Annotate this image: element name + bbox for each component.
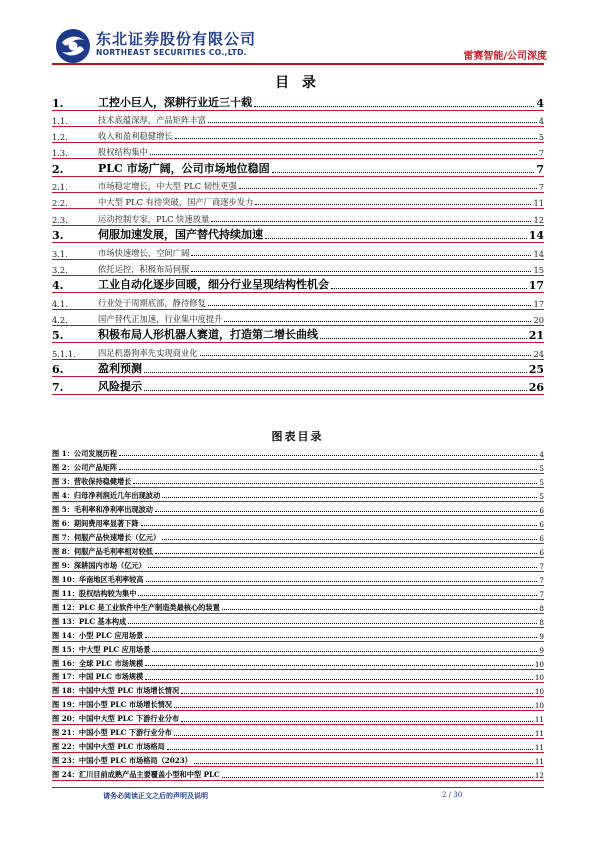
figure-entry[interactable] — [52, 642, 544, 656]
dot-leader — [329, 276, 529, 293]
toc-entry-number: 1. — [52, 96, 64, 110]
toc-entry[interactable] — [52, 143, 544, 159]
toc-entry[interactable] — [52, 293, 544, 309]
figure-entry-page: 6 — [539, 547, 544, 557]
figure-entry-title: 图 19：中国小型 PLC 市场增长情况 — [52, 700, 172, 710]
company-name-en: NORTHEAST SECURITIES CO.,LTD. — [96, 48, 247, 57]
dot-leader — [172, 697, 535, 710]
figure-entry-page: 11 — [534, 729, 544, 739]
toc-entry-page: 20 — [533, 314, 544, 325]
toc-entry-title: 收入和盈利稳健增长 — [98, 131, 173, 142]
figure-entry[interactable] — [52, 544, 544, 558]
figure-entry-title: 图 13：PLC 基本构成 — [52, 616, 127, 626]
dot-leader — [117, 460, 539, 473]
dot-leader — [189, 260, 533, 275]
figure-entry[interactable] — [52, 530, 544, 544]
dot-leader — [237, 177, 539, 192]
figure-entry[interactable] — [52, 446, 544, 460]
toc-entry-title: 盈利预测 — [98, 362, 142, 376]
toc-entry-number: 4.1. — [52, 298, 68, 309]
dot-leader — [192, 753, 535, 766]
toc-entry-title: 工业自动化逐步回暖，细分行业呈现结构性机会 — [98, 278, 329, 292]
dot-leader — [160, 488, 539, 501]
dot-leader — [136, 586, 539, 599]
toc-entry-page: 7 — [538, 182, 544, 193]
toc-entry-title: 国产替代正加速，行业集中度提升 — [98, 313, 223, 324]
toc-entry-title: 运动控制专家，PLC 快速放量 — [98, 213, 210, 224]
toc-entry[interactable] — [52, 111, 544, 127]
dot-leader — [117, 446, 539, 459]
dot-leader — [143, 670, 535, 683]
figure-entry-title: 图 6：期间费用率显著下降 — [52, 518, 139, 528]
toc-entry-page: 11 — [533, 198, 544, 209]
figure-entry-page: 7 — [539, 589, 544, 599]
figure-entry-title: 图 9：深耕国内市场（亿元） — [52, 560, 146, 570]
figure-entry[interactable] — [52, 572, 544, 586]
toc-entry-title: 工控小巨人，深耕行业近三十载 — [98, 95, 252, 109]
toc-entry-number: 2.3. — [52, 214, 68, 225]
toc-entry-number: 5.1.1. — [52, 348, 76, 359]
figure-entry[interactable] — [52, 586, 544, 600]
figure-entry-title: 图 24：汇川目前成熟产品主要覆盖小型和中型 PLC — [52, 770, 220, 780]
dot-leader — [179, 711, 535, 724]
figure-entry[interactable] — [52, 516, 544, 530]
toc-entry-number: 2.1. — [52, 182, 68, 193]
toc-entry-title: 伺服加速发展，国产替代持续加速 — [98, 228, 263, 242]
dot-leader — [153, 544, 539, 557]
figure-entry-page: 9 — [539, 645, 544, 655]
toc-entry-number: 1.2. — [52, 132, 68, 143]
header-divider — [52, 63, 544, 65]
dot-leader — [143, 656, 535, 669]
dot-leader — [220, 600, 540, 613]
toc-entry-page: 14 — [528, 229, 544, 243]
figure-entry[interactable] — [52, 656, 544, 670]
figure-entry[interactable] — [52, 460, 544, 474]
dot-leader — [209, 209, 533, 224]
toc-entry[interactable] — [52, 276, 544, 294]
toc-entry[interactable] — [52, 326, 544, 344]
figure-entry-title: 图 7：伺服产品快速增长（亿元） — [52, 532, 161, 542]
toc-entry[interactable] — [52, 209, 544, 225]
figure-entry-page: 7 — [539, 575, 544, 585]
figure-entry-title: 图 22：中国中大型 PLC 市场格局 — [52, 742, 165, 752]
toc-title: 目 录 — [275, 75, 320, 91]
figure-entry-title: 图 18：中国中大型 PLC 市场增长情况 — [52, 686, 180, 696]
toc-entry-title: 股权结构集中 — [98, 147, 148, 158]
dot-leader — [220, 767, 535, 780]
figure-entry[interactable] — [52, 614, 544, 628]
toc-entry-number: 2.2. — [52, 198, 68, 209]
toc-entry-number: 5. — [52, 329, 64, 343]
figure-entry-title: 图 11：股权结构较为集中 — [52, 588, 137, 598]
figure-entry-title: 图 16：全球 PLC 市场规模 — [52, 658, 144, 668]
page-header — [0, 0, 595, 66]
dot-leader — [318, 326, 529, 343]
dot-leader — [144, 572, 540, 585]
dot-leader — [160, 530, 539, 543]
figure-entry-page: 12 — [534, 771, 544, 781]
toc-entry-page: 17 — [533, 298, 544, 309]
dot-leader — [126, 614, 539, 627]
toc-entry-page: 14 — [533, 248, 544, 259]
figure-entry[interactable] — [52, 683, 544, 697]
toc-entry[interactable] — [52, 127, 544, 143]
dot-leader — [179, 683, 535, 696]
toc-entry-page: 5 — [538, 132, 544, 143]
figure-entry-page: 5 — [539, 477, 544, 487]
toc-entry-page: 17 — [528, 279, 544, 293]
figure-entry-title: 图 23：中国小型 PLC 市场格局（2023） — [52, 756, 192, 766]
toc-entry-title: 依托运控，积极布局伺服 — [98, 263, 190, 274]
figure-entry-page: 10 — [534, 673, 544, 683]
figure-entry-title: 图 4：归母净利润近几年出现波动 — [52, 490, 161, 500]
dot-leader — [270, 159, 537, 176]
footer-disclaimer: 请务必阅读正文之后的声明及说明 — [103, 791, 208, 800]
figure-entry-page: 5 — [539, 463, 544, 473]
figure-entry[interactable] — [52, 628, 544, 642]
figure-entry-page: 9 — [539, 631, 544, 641]
figure-entry-page: 11 — [534, 715, 544, 725]
toc-entry-number: 2. — [52, 162, 64, 176]
figure-entry-title: 图 12：PLC 是工业软件中生产制造类最核心的装置 — [52, 602, 220, 612]
figure-entry-page: 7 — [539, 561, 544, 571]
toc-entry-title: PLC 市场广阔，公司市场地位稳固 — [98, 161, 270, 175]
dot-leader — [142, 377, 529, 394]
figures-list-title: 图表目录 — [271, 430, 324, 443]
dot-leader — [143, 628, 539, 641]
figure-entry-title: 图 8：伺服产品毛利率相对较低 — [52, 546, 153, 556]
dot-leader — [253, 193, 533, 208]
toc-entry-page: 15 — [533, 264, 544, 275]
toc-entry-page: 21 — [528, 329, 544, 343]
figure-entry[interactable] — [52, 739, 544, 753]
toc-entry-title: 技术底蕴深厚，产品矩阵丰富 — [98, 114, 206, 125]
figure-entry-title: 图 5：毛利率和净利率出现波动 — [52, 504, 153, 514]
figure-entry-title: 图 14：小型 PLC 应用场景 — [52, 630, 144, 640]
toc-entry-page: 7 — [536, 162, 544, 176]
toc-entry-title: 市场快速增长，空间广阔 — [98, 247, 190, 258]
dot-leader — [263, 226, 529, 243]
toc-entry-page: 12 — [533, 214, 544, 225]
toc-entry[interactable] — [52, 177, 544, 193]
toc-entry-title: 积极布局人形机器人赛道，打造第二增长曲线 — [98, 328, 318, 342]
dot-leader — [150, 642, 539, 655]
figure-entry[interactable] — [52, 767, 544, 781]
figure-entry-page: 10 — [534, 687, 544, 697]
figure-entry[interactable] — [52, 725, 544, 739]
figure-entry-title: 图 20：中国中大型 PLC 下游行业分布 — [52, 714, 180, 724]
dot-leader — [142, 360, 529, 377]
figure-entry[interactable] — [52, 711, 544, 725]
figure-entry-title: 图 17：中国 PLC 市场规模 — [52, 672, 144, 682]
figure-entry-page: 6 — [539, 533, 544, 543]
toc-entry[interactable] — [52, 193, 544, 209]
figure-entry-title: 图 1：公司发展历程 — [52, 448, 118, 458]
figure-entry-title: 图 2：公司产品矩阵 — [52, 462, 118, 472]
figure-entry-page: 11 — [534, 743, 544, 753]
toc-entry[interactable] — [52, 93, 544, 111]
figure-entry[interactable] — [52, 697, 544, 711]
figure-entry-title: 图 21：中国小型 PLC 下游行业分布 — [52, 728, 172, 738]
dot-leader — [153, 502, 539, 515]
figure-entry[interactable] — [52, 502, 544, 516]
table-of-contents — [52, 93, 544, 395]
toc-entry-number: 3.2. — [52, 264, 68, 275]
toc-entry-number: 1.3. — [52, 148, 68, 159]
footer-divider — [52, 787, 544, 788]
toc-entry-number: 6. — [52, 363, 64, 377]
figure-entry-page: 4 — [539, 449, 544, 459]
dot-leader — [172, 725, 535, 738]
dot-leader — [222, 310, 533, 325]
dot-leader — [189, 243, 533, 258]
toc-entry-title: 四足机器狗率先实现商业化 — [98, 347, 198, 358]
dot-leader — [206, 111, 539, 126]
company-logo-icon — [55, 28, 91, 64]
dot-leader — [146, 558, 540, 571]
figure-entry-page: 6 — [539, 519, 544, 529]
figure-entry-page: 8 — [539, 603, 544, 613]
toc-entry-page: 26 — [528, 380, 544, 394]
toc-entry-title: 中大型 PLC 有待突破，国产厂商逐步发力 — [98, 197, 254, 208]
toc-entry-page: 24 — [533, 348, 544, 359]
toc-entry-page: 7 — [538, 148, 544, 159]
toc-entry-title: 市场稳定增长，中大型 PLC 韧性更强 — [98, 181, 237, 192]
figure-entry-page: 11 — [534, 757, 544, 767]
figure-entry-page: 8 — [539, 617, 544, 627]
toc-entry[interactable] — [52, 260, 544, 276]
toc-entry[interactable] — [52, 310, 544, 326]
dot-leader — [173, 127, 539, 142]
dot-leader — [206, 293, 534, 308]
figure-entry[interactable] — [52, 558, 544, 572]
figure-entry-page: 10 — [534, 659, 544, 669]
toc-entry-page: 4 — [536, 96, 544, 110]
figure-entry-title: 图 3：营收保持稳健增长 — [52, 476, 132, 486]
dot-leader — [165, 739, 535, 752]
figure-entry[interactable] — [52, 670, 544, 684]
figure-entry-title: 图 15：中大型 PLC 应用场景 — [52, 644, 151, 654]
toc-entry[interactable] — [52, 343, 544, 359]
toc-entry-number: 1.1. — [52, 115, 68, 126]
figure-entry-page: 5 — [539, 491, 544, 501]
dot-leader — [139, 516, 540, 529]
toc-entry-number: 3. — [52, 229, 64, 243]
dot-leader — [148, 143, 539, 158]
toc-entry-page: 25 — [528, 363, 544, 377]
toc-entry-number: 4. — [52, 279, 64, 293]
figure-entry[interactable] — [52, 474, 544, 488]
page-indicator: 2 / 30 — [442, 791, 463, 799]
toc-entry[interactable] — [52, 226, 544, 244]
list-of-figures — [52, 446, 544, 781]
figure-entry-title: 图 10：华南地区毛利率较高 — [52, 574, 144, 584]
toc-entry-title: 风险提示 — [98, 379, 142, 393]
toc-entry-title: 行业处于周期底部，静待修复 — [98, 297, 206, 308]
company-name-cn: 东北证券股份有限公司 — [96, 30, 257, 48]
dot-leader — [198, 343, 534, 358]
dot-leader — [252, 93, 536, 110]
toc-entry-number: 3.1. — [52, 248, 68, 259]
toc-entry-number: 7. — [52, 380, 64, 394]
figure-entry[interactable] — [52, 488, 544, 502]
dot-leader — [131, 474, 539, 487]
figure-entry[interactable] — [52, 753, 544, 767]
figure-entry-page: 10 — [534, 701, 544, 711]
report-type: 雷赛智能/公司深度 — [463, 51, 547, 62]
toc-entry-page: 4 — [538, 115, 544, 126]
toc-entry[interactable] — [52, 243, 544, 259]
figure-entry[interactable] — [52, 600, 544, 614]
toc-entry[interactable] — [52, 377, 544, 395]
toc-entry[interactable] — [52, 159, 544, 177]
figure-entry-page: 6 — [539, 505, 544, 515]
toc-entry[interactable] — [52, 360, 544, 378]
toc-entry-number: 4.2. — [52, 314, 68, 325]
